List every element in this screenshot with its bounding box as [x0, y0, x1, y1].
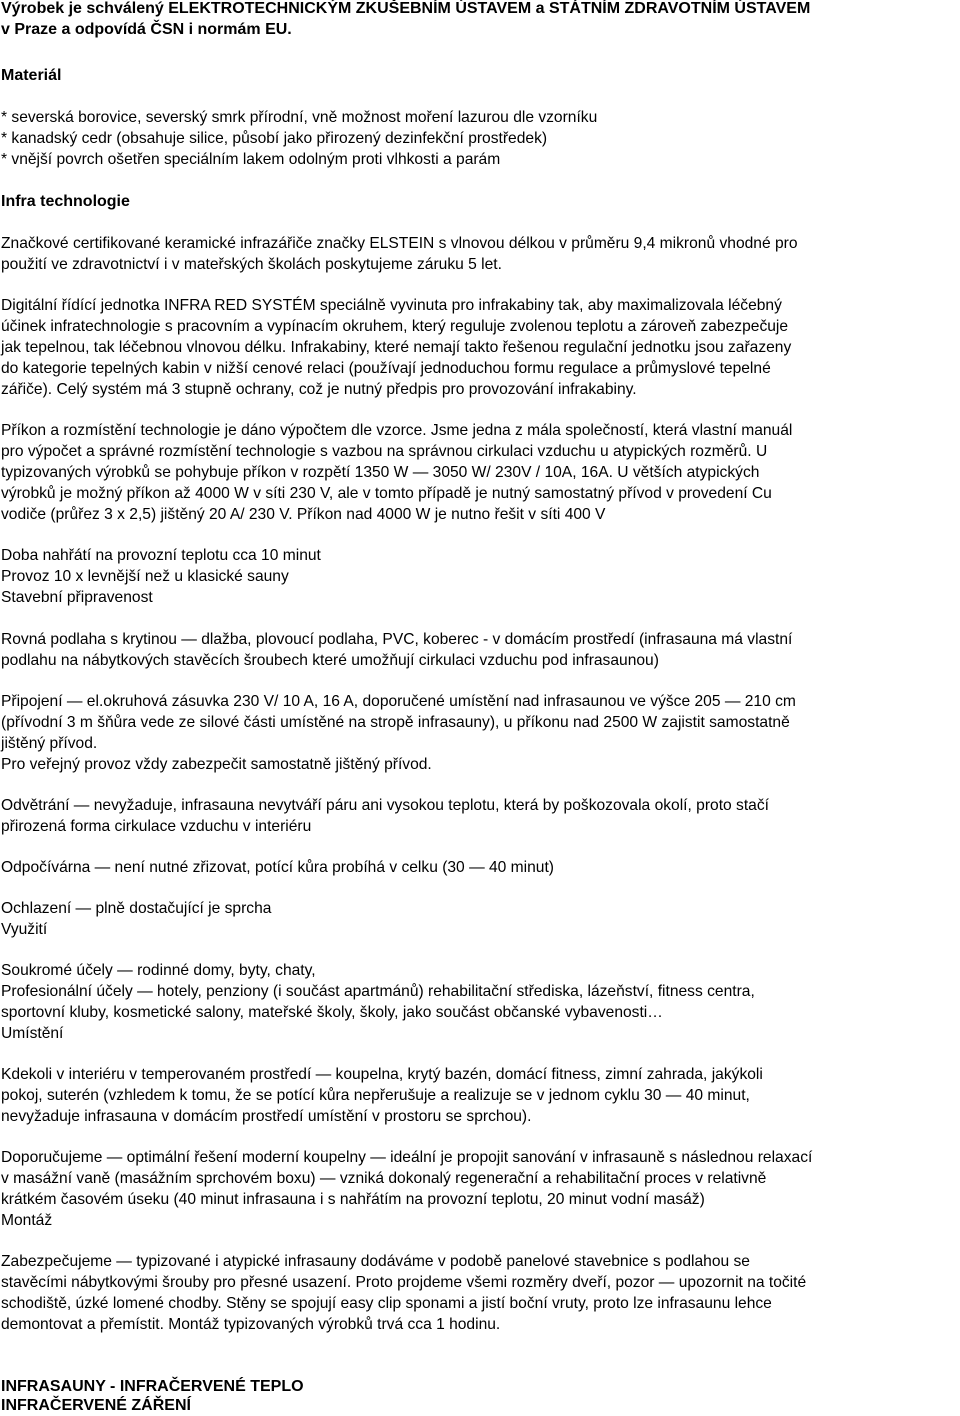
power-line-3: typizovaných výrobků se pohybuje příkon v rozpětí 1350 W — 3050 W/ 230V / 10A, 16A. U větších atypických — [1, 464, 760, 481]
recommend-line-4: Montáž — [1, 1212, 53, 1229]
placement-line-1: Kdekoli v interiéru v temperovaném prostředí — koupelna, krytý bazén, domácí fitness, zimní zahrada, jakýkoli — [1, 1066, 763, 1083]
assembly-line-4: demontovat a přemístit. Montáž typizovaných výrobků trvá cca 1 hodinu. — [1, 1316, 501, 1333]
footer-heading-2: INFRAČERVENÉ ZÁŘENÍ — [1, 1397, 191, 1414]
rest-line: Odpočívárna — není nutné zřizovat, potící kůra probíhá v celku (30 — 40 minut) — [1, 859, 554, 876]
usage-line-4: Umístění — [1, 1025, 64, 1042]
material-item-3: * vnější povrch ošetřen speciálním lakem odolným proti vlhkosti a parám — [1, 151, 501, 168]
usage-line-2: Profesionální účely — hotely, penziony (i součást apartmánů) rehabilitační střediska, lázeňství, fitness centra, — [1, 983, 755, 1000]
heating-line-3: Stavební připravenost — [1, 589, 153, 606]
placement-line-2: pokoj, suterén (vzhledem k tomu, že se potící kůra nepřerušuje a realizuje se v jednom cyklu 30 — 40 minut, — [1, 1087, 750, 1104]
approval-line-1: Výrobek je schválený ELEKTROTECHNICKÝM ZKUŠEBNÍM ÚSTAVEM a STÁTNÍM ZDRAVOTNÍM ÚSTAVEM — [1, 0, 811, 17]
assembly-line-3: schodiště, úzké lomené chodby. Stěny se spojují easy clip sponami a jistí boční vruty, proto lze infrasaunu lehce — [1, 1295, 772, 1312]
infra-p2-line-4: do kategorie tepelných kabin v nižší cenové relaci (používají jednoduchou formu regulace a průmyslové tepelné — [1, 360, 771, 377]
usage-line-3: sportovní kluby, kosmetické salony, mateřské školy, školy, jako součást občanské vybavenosti… — [1, 1004, 663, 1021]
infra-p2-line-3: jak tepelnou, tak léčebnou vlnovou délku. Infrakabiny, které nemají takto řešenou regulační jednotku jsou zařazeny — [1, 339, 792, 356]
assembly-line-1: Zabezpečujeme — typizované i atypické infrasauny dodáváme v podobě panelové stavebnice s podlahou se — [1, 1253, 750, 1270]
connection-line-1: Připojení — el.okruhová zásuvka 230 V/ 10 A, 16 A, doporučené umístění nad infrasaunou ve výšce 205 — 210 cm — [1, 693, 796, 710]
power-line-1: Příkon a rozmístění technologie je dáno výpočtem dle vzorce. Jsme jedna z mála společností, která vlastní manuál — [1, 422, 793, 439]
recommend-line-2: v masážní vaně (masážním sprchovém boxu) — vzniká dokonalý regenerační a rehabilitační proces v relativně — [1, 1170, 767, 1187]
recommend-line-3: krátkém časovém úseku (40 minut infrasauna i s nahřátím na provozní teplotu, 20 minut vodní masáž) — [1, 1191, 705, 1208]
connection-line-3: jištěný přívod. — [1, 735, 98, 752]
ventilation-line-1: Odvětrání — nevyžaduje, infrasauna nevytváří páru ani vysokou teplotu, která by poškozovala okolí, proto stačí — [1, 797, 769, 814]
infra-p2-line-1: Digitální řídící jednotka INFRA RED SYSTÉM speciálně vyvinuta pro infrakabiny tak, aby maximalizovala léčebný — [1, 297, 782, 314]
power-line-2: pro výpočet a správné rozmístění technologie s vazbou na správnou cirkulaci vzduchu u atypických rozměrů. U — [1, 443, 768, 460]
floor-line-2: podlahu na nábytkových stavěcích šroubech které umožňují cirkulaci vzduchu pod infrasaunou) — [1, 652, 659, 669]
connection-line-2: (přívodní 3 m šňůra vede ze silové části umístěné na stropě infrasauny), u příkonu nad 2500 W zajistit samostatně — [1, 714, 790, 731]
infra-heading: Infra technologie — [1, 193, 130, 210]
approval-line-2: v Praze a odpovídá ČSN i normám EU. — [1, 21, 292, 38]
recommend-line-1: Doporučujeme — optimální řešení moderní koupelny — ideální je propojit sanování v infrasauně s následnou relaxací — [1, 1149, 813, 1166]
ventilation-line-2: přirozená forma cirkulace vzduchu v interiéru — [1, 818, 312, 835]
material-item-2: * kanadský cedr (obsahuje silice, působí jako přirozený dezinfekční prostředek) — [1, 130, 548, 147]
infra-p2-line-2: účinek infratechnologie s pracovním a vypínacím okruhem, který reguluje zvolenou teplotu a zároveň zabezpečuje — [1, 318, 789, 335]
material-item-1: * severská borovice, severský smrk přírodní, vně možnost moření lazurou dle vzorníku — [1, 109, 598, 126]
placement-line-3: nevyžaduje infrasauna v domácím prostředí umístění v prostoru se sprchou). — [1, 1108, 532, 1125]
heating-line-2: Provoz 10 x levnější než u klasické sauny — [1, 568, 289, 585]
heating-line-1: Doba nahřátí na provozní teplotu cca 10 minut — [1, 547, 321, 564]
cooling-line-2: Využití — [1, 921, 48, 938]
infra-p2-line-5: zářiče). Celý systém má 3 stupně ochrany, což je nutný předpis pro provozování infrakabiny. — [1, 381, 637, 398]
usage-line-1: Soukromé účely — rodinné domy, byty, chaty, — [1, 962, 316, 979]
material-heading: Materiál — [1, 67, 62, 84]
floor-line-1: Rovná podlaha s krytinou — dlažba, plovoucí podlaha, PVC, koberec - v domácím prostředí (infrasauna má vlastní — [1, 631, 793, 648]
power-line-5: vodiče (průřez 3 x 2,5) jištěný 20 A/ 230 V. Příkon nad 4000 W je nutno řešit v síti 400 V — [1, 506, 606, 523]
assembly-line-2: stavěcími nábytkovými šrouby pro přesné usazení. Proto projdeme všemi rozměry dveří, pozor — upozornit na točité — [1, 1274, 807, 1291]
infra-p1-line-1: Značkové certifikované keramické infrazářiče značky ELSTEIN s vlnovou délkou v průměru 9,4 mikronů vhodné pro — [1, 235, 798, 252]
footer-heading-1: INFRASAUNY - INFRAČERVENÉ TEPLO — [1, 1378, 304, 1395]
connection-line-4: Pro veřejný provoz vždy zabezpečit samostatně jištěný přívod. — [1, 756, 432, 773]
infra-p1-line-2: použití ve zdravotnictví i v mateřských školách poskytujeme záruku 5 let. — [1, 256, 502, 273]
cooling-line-1: Ochlazení — plně dostačující je sprcha — [1, 900, 272, 917]
power-line-4: výrobků je možný příkon až 4000 W v síti 230 V, ale v tomto případě je nutný samostatný přívod v provedení Cu — [1, 485, 772, 502]
